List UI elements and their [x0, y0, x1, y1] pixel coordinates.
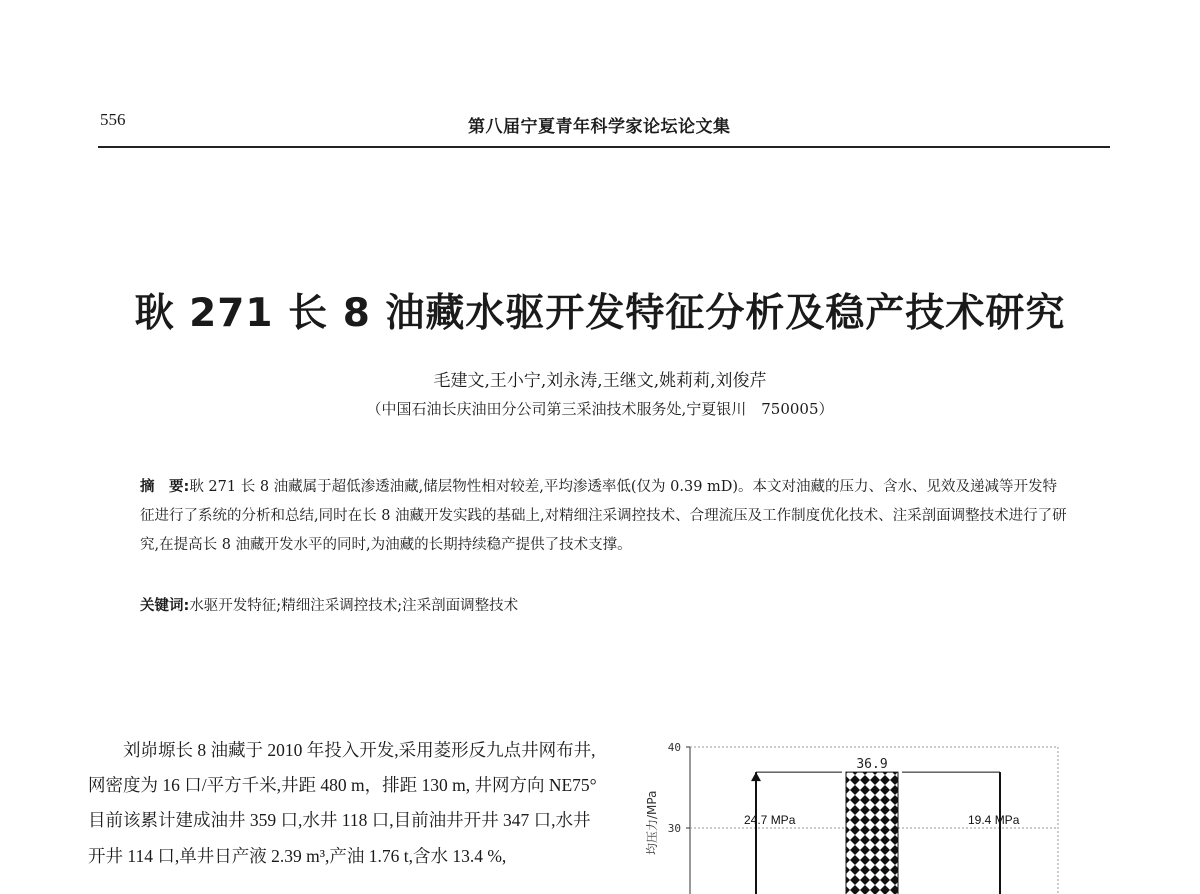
keywords-text: 水驱开发特征;精细注采调控技术;注采剖面调整技术: [189, 598, 519, 614]
bar: [846, 772, 898, 894]
keywords-label: 关键词:: [140, 598, 190, 614]
arrow-label: 24.7 MPa: [744, 813, 796, 828]
affiliation: （中国石油长庆油田分公司第三采油技术服务处,宁夏银川 750005）: [366, 400, 834, 418]
journal-title: 第八届宁夏青年科学家论坛论文集: [468, 117, 731, 137]
header-rule: [98, 146, 1110, 148]
abstract-label: 摘 要:: [140, 479, 190, 495]
paper-title: 耿 271 长 8 油藏水驱开发特征分析及稳产技术研究: [134, 291, 1066, 336]
body-paragraph: [88, 733, 598, 874]
arrow-head: [751, 772, 761, 781]
page-number: 556: [100, 110, 126, 129]
authors: 毛建文,王小宁,刘永涛,王继文,姚莉莉,刘俊芹: [433, 371, 767, 391]
y-tick-labels: [668, 741, 681, 894]
body-paragraph-text: 刘峁塬长 8 油藏于 2010 年投入开发,采用菱形反九点井网布井,网密度为 16 口/平方千米,井距 480 m，排距 130 m, 井网方向 NE75°目前该累计建成油井 359 口,水井 118 口,目前油井开井 347 口,水井开井 114 口,单井日产液 2.39 m³,产油 1.76 t,含水 13.4 %,: [88, 740, 597, 866]
bars: [846, 772, 1015, 894]
bar-value-label: 36.9: [856, 757, 888, 773]
y-axis-label: 均压力/MPa: [645, 790, 659, 855]
abstract-text: 耿 271 长 8 油藏属于超低渗透油藏,储层物性相对较差,平均渗透率低(仅为 0.39 mD)。本文对油藏的压力、含水、见效及递减等开发特征进行了系统的分析和总结,同时在长 8 油藏开发实践的基础上,对精细注采调控技术、合理流压及工作制度优化技术、注采剖面调整技术进行了研究,在提高长 8 油藏开发水平的同时,为油藏的长期持续稳产提供了技术支撑。: [140, 479, 1067, 553]
keywords: [140, 592, 1070, 621]
abstract: [140, 473, 1070, 560]
arrow-label: 19.4 MPa: [968, 813, 1020, 828]
pressure-bar-chart: [640, 735, 1070, 894]
y-tick-label: 30: [667, 822, 681, 835]
y-tick-label: 40: [667, 741, 681, 754]
